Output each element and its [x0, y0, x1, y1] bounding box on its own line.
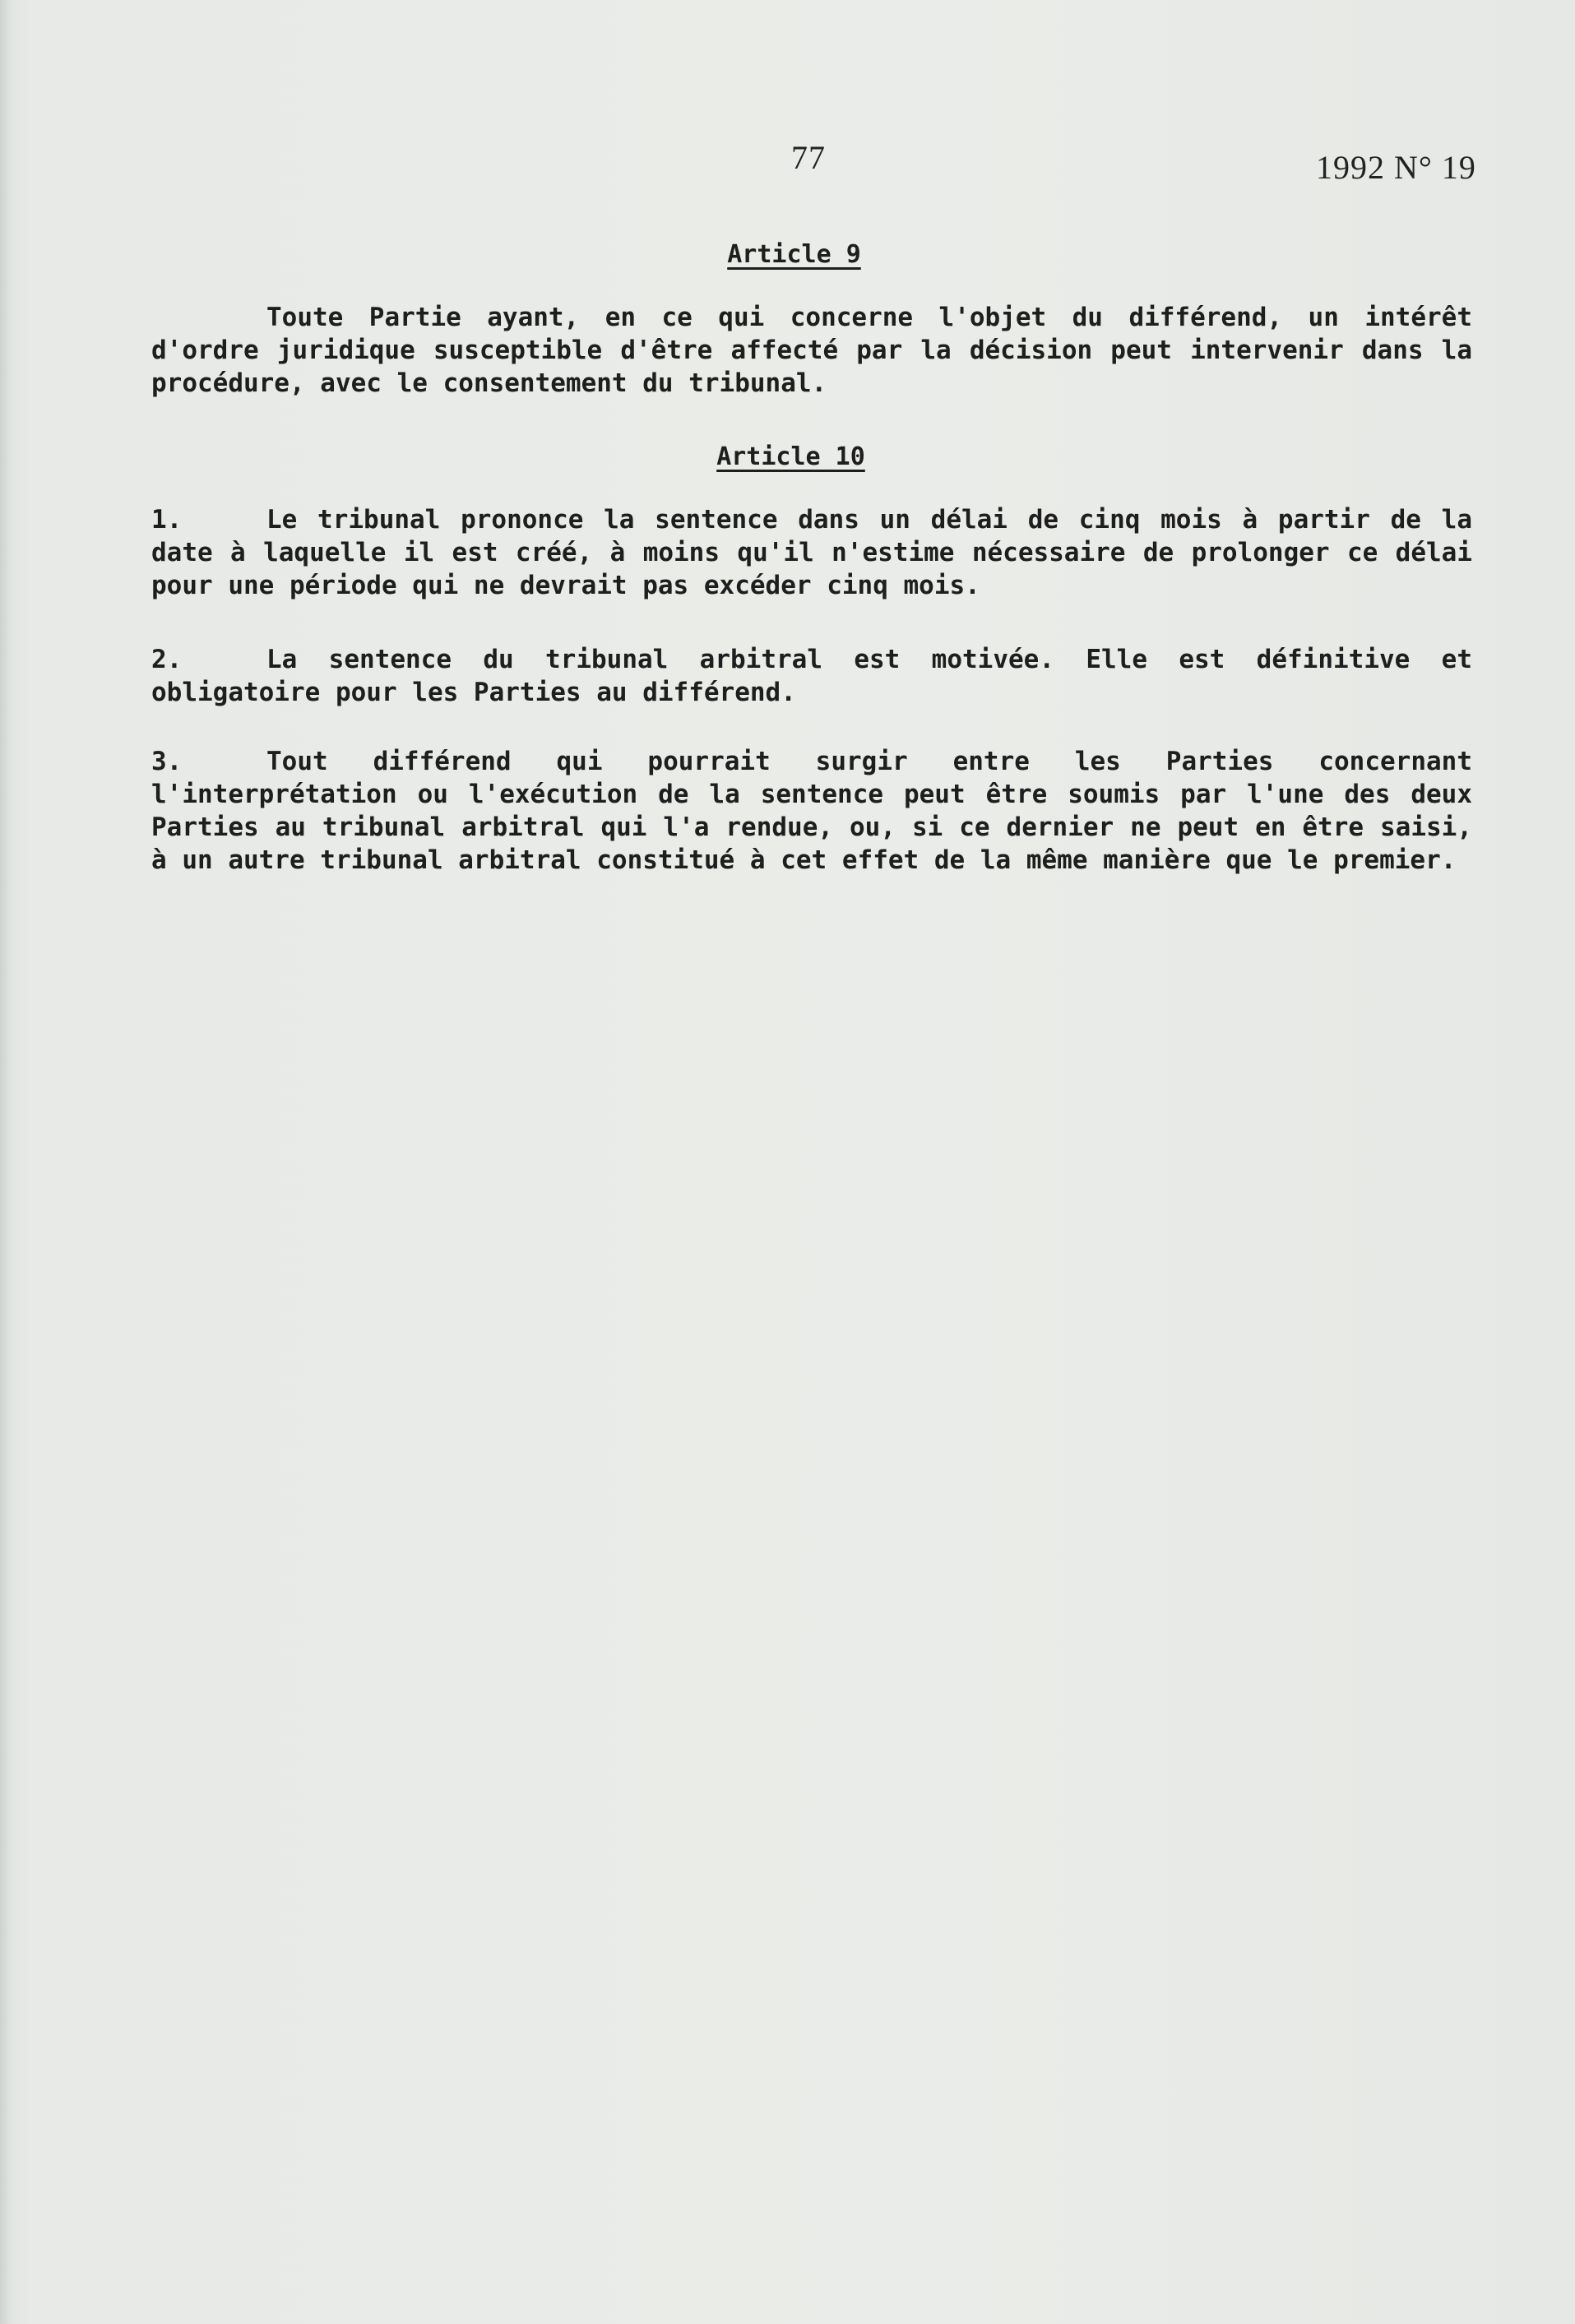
- page-edge-shadow: [0, 0, 12, 2324]
- paragraph-number: 1.: [151, 505, 183, 535]
- paragraph-text: Tout différend qui pourrait surgir entre les Parties concernant l'interprétation ou l'exécution de la sentence peut être soumis par l'une des deux Parties au tribunal arbitral qui l'a rendue, ou, si ce dernier ne peut en être saisi, à un autre tribunal arbitral constitué à cet effet de la même manière que le premier.: [151, 747, 1472, 875]
- paragraph-number: 2.: [151, 645, 183, 674]
- article-10-heading: Article 10: [716, 442, 865, 471]
- article-10-paragraph-3: [151, 745, 1472, 877]
- page-number: 77: [791, 139, 826, 176]
- article-10-paragraph-2: [151, 643, 1472, 709]
- gazette-reference: 1992 N° 19: [1316, 149, 1476, 186]
- article-10-paragraph-1: [151, 503, 1472, 602]
- paragraph-number: 3.: [151, 747, 183, 776]
- article-9-heading: Article 9: [727, 240, 861, 269]
- article-9-paragraph: Toute Partie ayant, en ce qui concerne l'objet du différend, un intérêt d'ordre juridique susceptible d'être affecté par la décision peut intervenir dans la procédure, avec le consentement du tribunal.: [151, 303, 1472, 398]
- paragraph-text: La sentence du tribunal arbitral est motivée. Elle est définitive et obligatoire pour les Parties au différend.: [151, 645, 1472, 707]
- paragraph-text: Le tribunal prononce la sentence dans un délai de cinq mois à partir de la date à laquelle il est créé, à moins qu'il n'estime nécessaire de prolonger ce délai pour une période qui ne devrait pas excéder cinq mois.: [151, 505, 1472, 600]
